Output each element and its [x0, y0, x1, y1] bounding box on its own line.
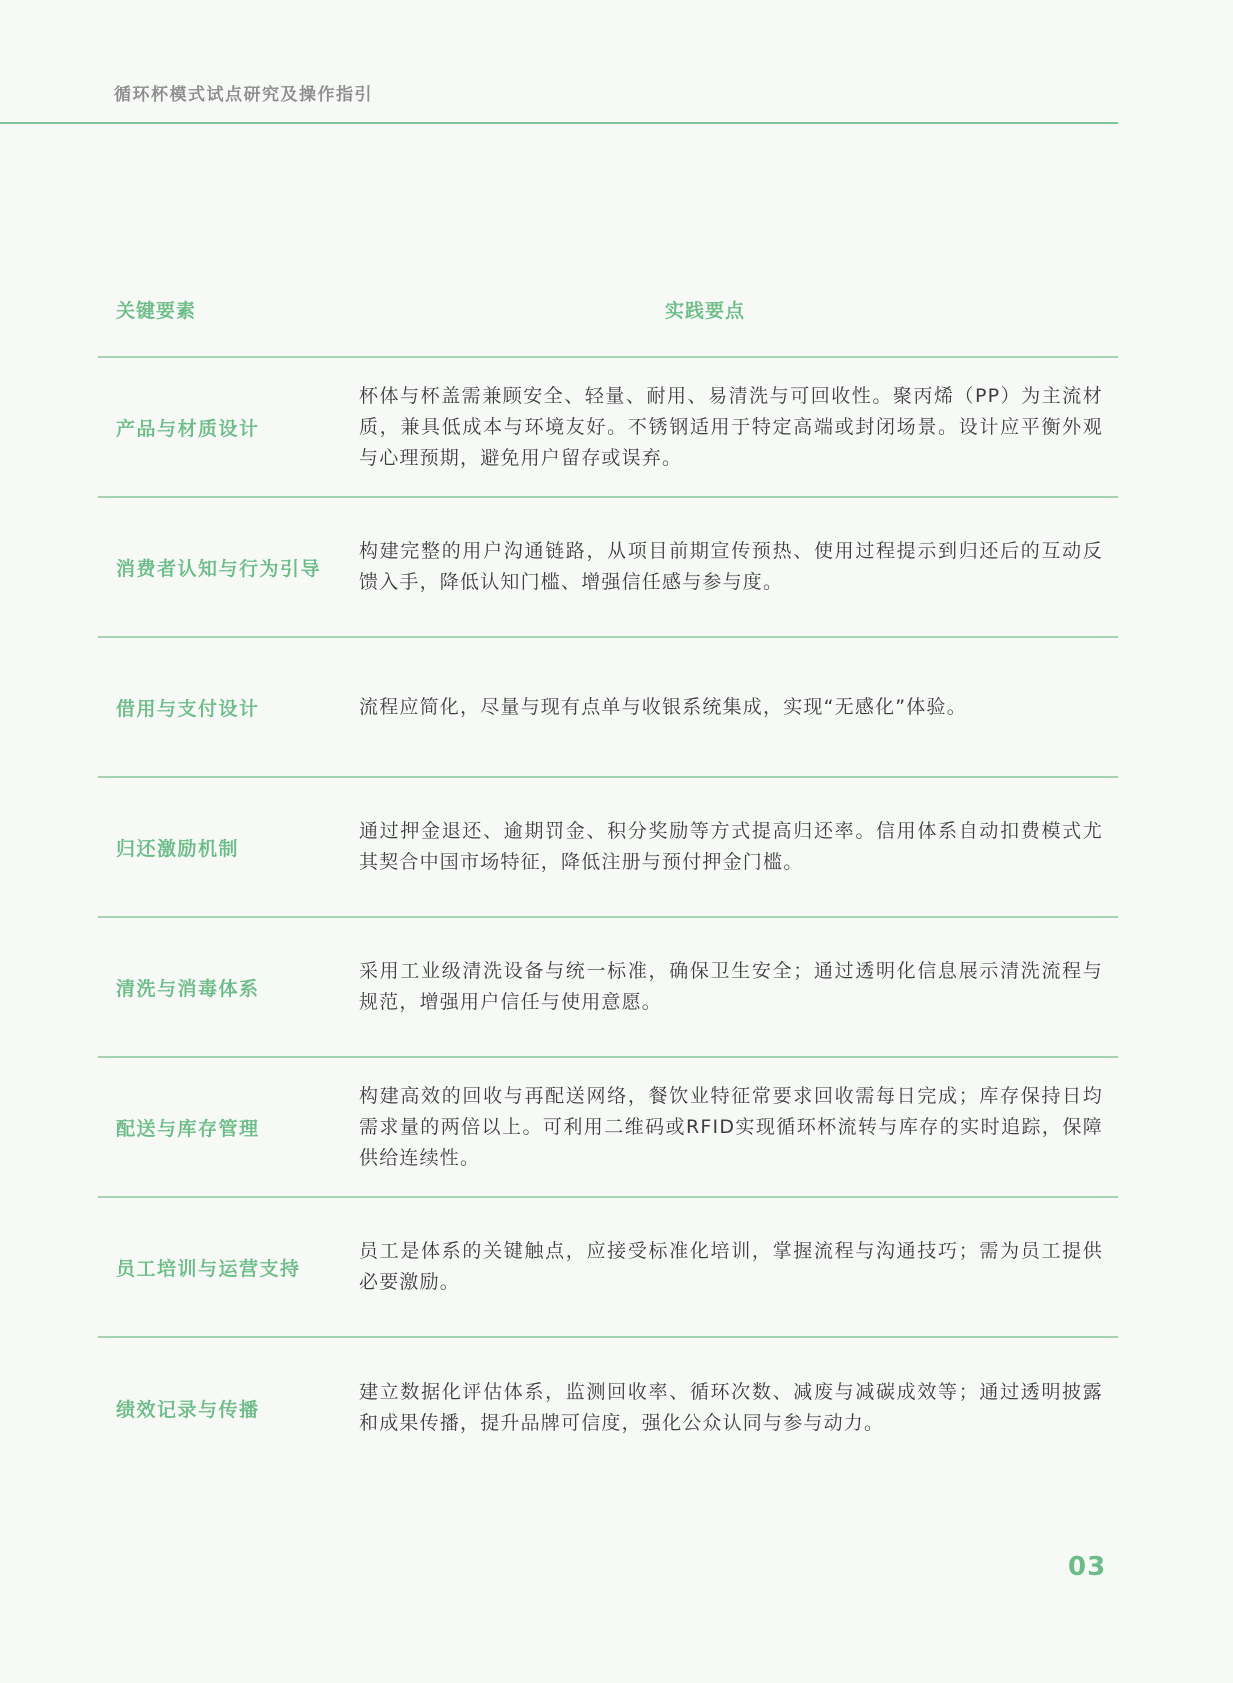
- row-description: 流程应简化，尽量与现有点单与收银系统集成，实现“无感化”体验。: [359, 695, 967, 718]
- table-row: [98, 498, 1118, 638]
- row-key-label: 绩效记录与传播: [116, 1398, 260, 1421]
- header-divider: [0, 122, 1118, 124]
- table-row: [98, 1058, 1118, 1198]
- row-description: 杯体与杯盖需兼顾安全、轻量、耐用、易清洗与可回收性。聚丙烯（PP）为主流材质，兼具低成本与环境友好。不锈钢适用于特定高端或封闭场景。设计应平衡外观与心理预期，避免用户留存或误弃。: [359, 384, 1103, 469]
- row-key-label: 员工培训与运营支持: [116, 1257, 301, 1280]
- table-row: [98, 1338, 1118, 1478]
- row-key-label: 借用与支付设计: [116, 697, 260, 720]
- page-number: 03: [1068, 1552, 1107, 1582]
- row-description: 构建完整的用户沟通链路，从项目前期宣传预热、使用过程提示到归还后的互动反馈入手，降低认知门槛、增强信任感与参与度。: [359, 540, 1103, 593]
- row-description: 员工是体系的关键触点，应接受标准化培训，掌握流程与沟通技巧；需为员工提供必要激励。: [359, 1240, 1103, 1293]
- row-description: 采用工业级清洗设备与统一标准，确保卫生安全；通过透明化信息展示清洗流程与规范，增强用户信任与使用意愿。: [359, 960, 1103, 1013]
- row-key-label: 清洗与消毒体系: [116, 977, 260, 1000]
- row-key-label: 配送与库存管理: [116, 1117, 260, 1140]
- key-elements-table: [98, 270, 1118, 1478]
- row-description: 建立数据化评估体系，监测回收率、循环次数、减废与减碳成效等；通过透明披露和成果传播，提升品牌可信度，强化公众认同与参与动力。: [359, 1381, 1103, 1434]
- column-header-practice-points: 实践要点: [665, 300, 746, 322]
- table-row: [98, 778, 1118, 918]
- column-header-key-elements: 关键要素: [116, 300, 197, 322]
- document-running-title: 循环杯模式试点研究及操作指引: [114, 85, 373, 105]
- table-row: [98, 918, 1118, 1058]
- table-row: [98, 1198, 1118, 1338]
- row-description: 通过押金退还、逾期罚金、积分奖励等方式提高归还率。信用体系自动扣费模式尤其契合中国市场特征，降低注册与预付押金门槛。: [359, 820, 1103, 873]
- row-description: 构建高效的回收与再配送网络，餐饮业特征常要求回收需每日完成；库存保持日均需求量的两倍以上。可利用二维码或RFID实现循环杯流转与库存的实时追踪，保障供给连续性。: [359, 1084, 1103, 1169]
- row-key-label: 消费者认知与行为引导: [116, 557, 322, 580]
- row-key-label: 归还激励机制: [116, 837, 240, 860]
- table-row: [98, 638, 1118, 778]
- table-row: [98, 358, 1118, 498]
- row-key-label: 产品与材质设计: [116, 417, 260, 440]
- table-header: [98, 270, 1118, 358]
